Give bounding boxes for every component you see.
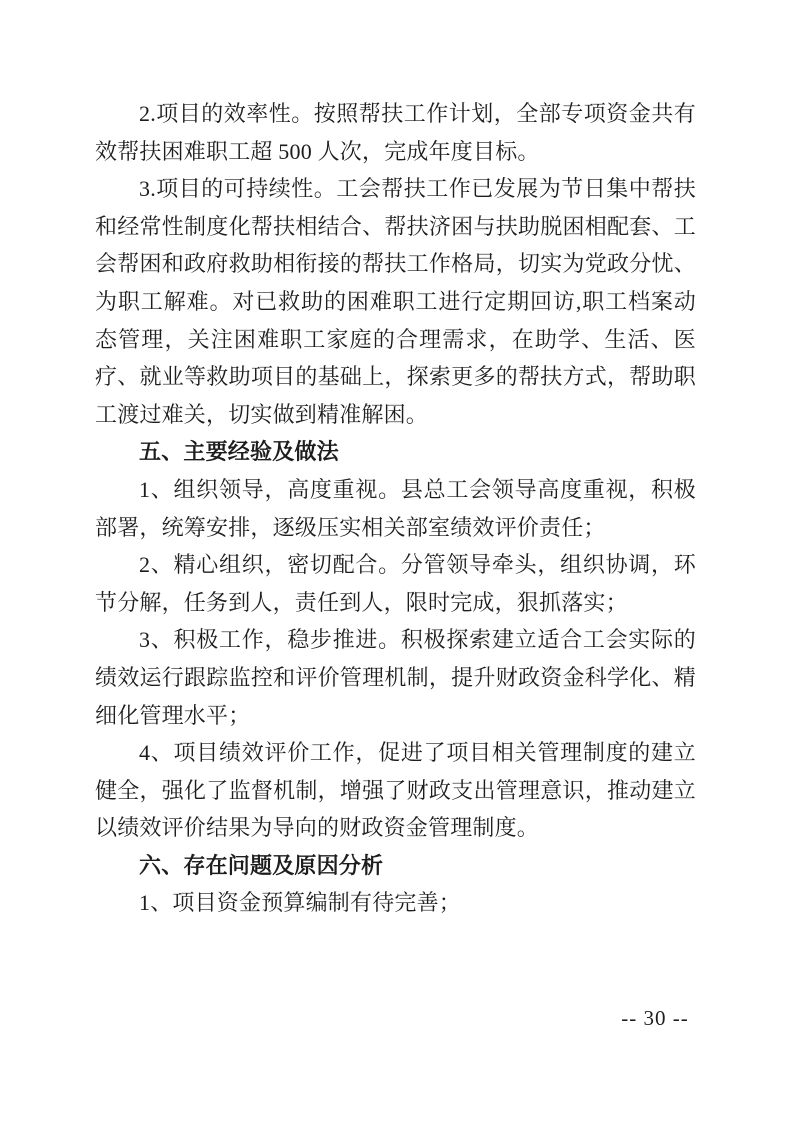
body-paragraph: 3.项目的可持续性。工会帮扶工作已发展为节日集中帮扶和经常性制度化帮扶相结合、帮扶济困与扶助脱困相配套、工会帮困和政府救助相衔接的帮扶工作格局，切实为党政分忧、为职工解难。对已救助的困难职工进行定期回访,职工档案动态管理，关注困难职工家庭的合理需求，在助学、生活、医疗、就业等救助项目的基础上，探索更多的帮扶方式，帮助职工渡过难关，切实做到精准解困。 — [95, 176, 696, 427]
document-content — [95, 95, 696, 922]
body-paragraph: 1、项目资金预算编制有待完善； — [139, 890, 462, 916]
body-paragraph: 2.项目的效率性。按照帮扶工作计划，全部专项资金共有效帮扶困难职工超 500 人次，完成年度目标。 — [95, 101, 696, 164]
page-number: -- 30 -- — [621, 1006, 689, 1030]
section-heading: 五、主要经验及做法 — [139, 439, 339, 465]
body-paragraph: 2、精心组织，密切配合。分管领导牵头，组织协调，环节分解，任务到人，责任到人，限时完成，狠抓落实； — [95, 552, 696, 615]
body-paragraph: 3、积极工作，稳步推进。积极探索建立适合工会实际的绩效运行跟踪监控和评价管理机制，提升财政资金科学化、精细化管理水平； — [95, 627, 696, 728]
section-heading: 六、存在问题及原因分析 — [139, 852, 384, 878]
body-paragraph: 4、项目绩效评价工作，促进了项目相关管理制度的建立健全，强化了监督机制，增强了财政支出管理意识，推动建立以绩效评价结果为导向的财政资金管理制度。 — [95, 740, 696, 841]
body-paragraph: 1、组织领导，高度重视。县总工会领导高度重视，积极部署，统筹安排，逐级压实相关部室绩效评价责任； — [95, 476, 696, 540]
